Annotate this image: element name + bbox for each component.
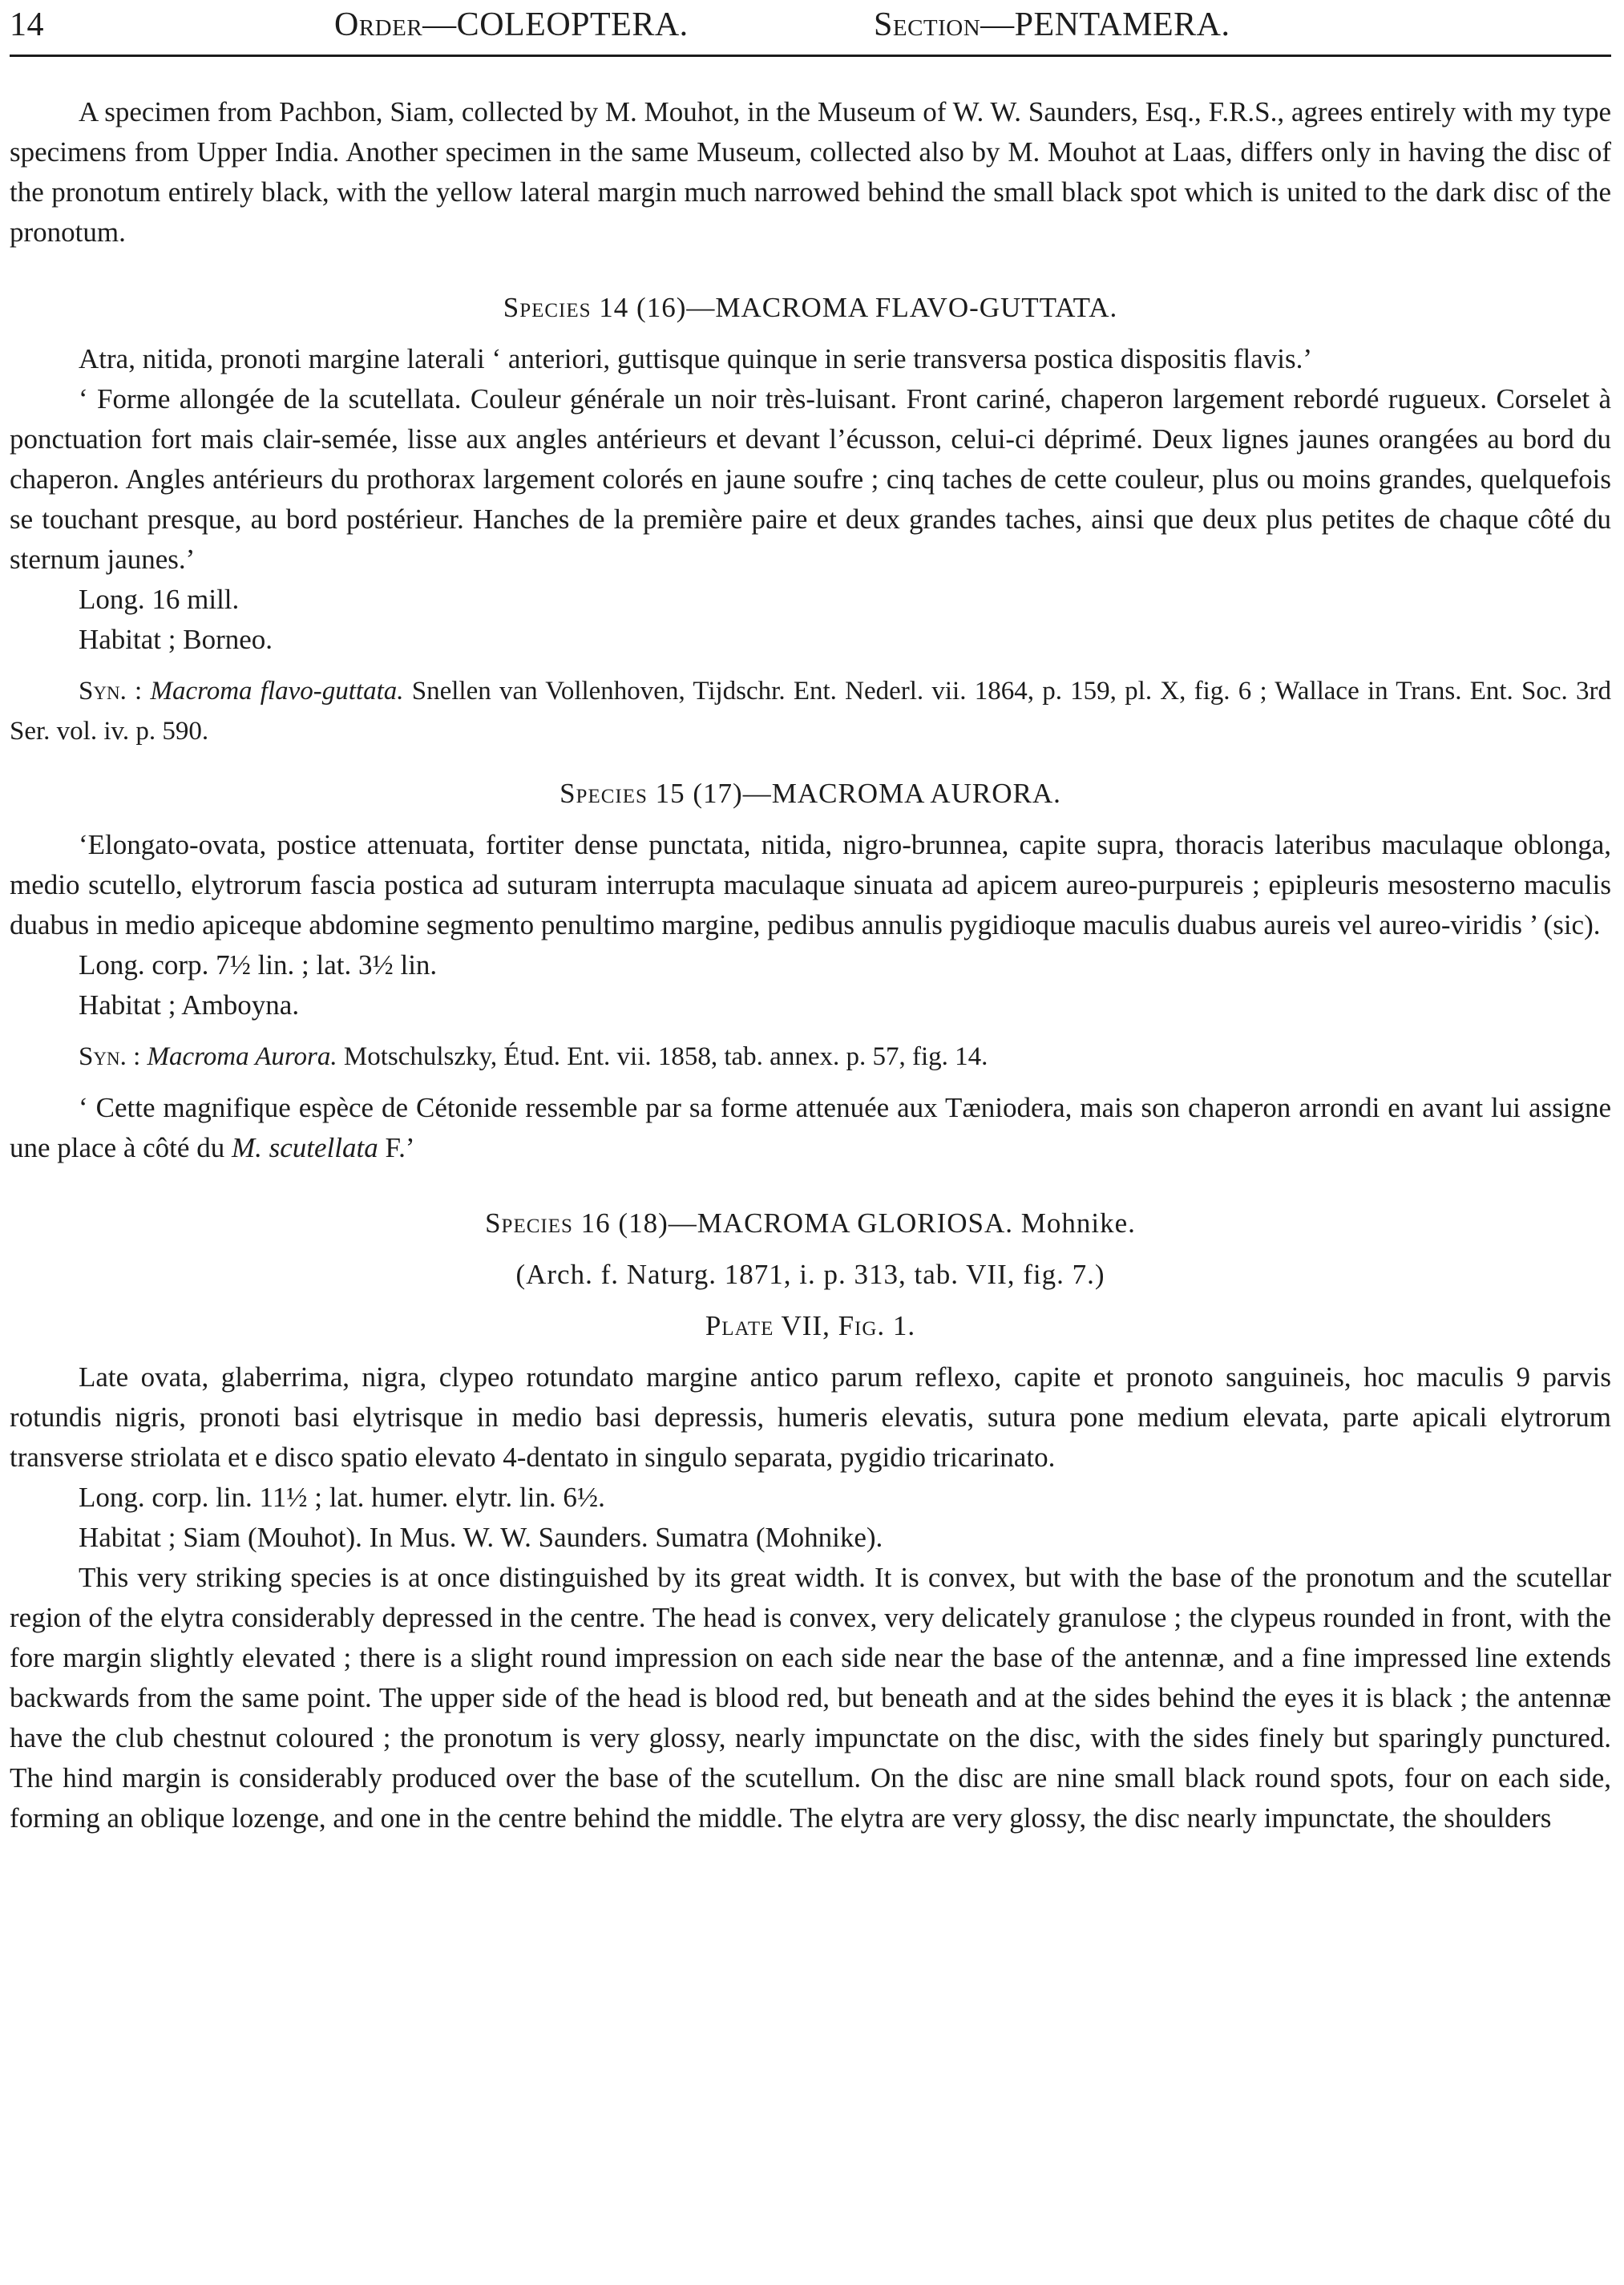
syn-name: Macroma flavo-guttata. — [150, 677, 404, 706]
species-16-latin: Late ovata, glaberrima, nigra, clypeo rotundato margine antico parum reflexo, capite et pronoto sanguineis, hoc maculis 9 parvis rotundis nigris, pronoti basi elytrisque in medio basi depressis, humeris elevatis, sutura pone medium elevata, parte apicali elytrorum transverse striolata et e disco spatio elevato 4-dentato in singulo separata, pygidio tricarinato. — [10, 1361, 1611, 1473]
header-rule — [10, 55, 1611, 57]
species-16-plate: Plate VII, Fig. 1. — [705, 1310, 916, 1341]
species-15-long: Long. corp. 7½ lin. ; lat. 3½ lin. — [79, 949, 438, 981]
page-number: 14 — [10, 6, 44, 43]
species-14-habitat: Habitat ; Borneo. — [79, 624, 273, 655]
species-14-heading: Species 14 (16)—MACROMA FLAVO-GUTTATA. — [503, 292, 1118, 323]
syn-reference: Motschulszky, Étud. Ent. vii. 1858, tab. annex. p. 57, fig. 14. — [343, 1042, 988, 1071]
species-14-latin: Atra, nitida, pronoti margine laterali ‘ anteriori, guttisque quinque in serie transversa postica dispositis flavis.’ — [79, 343, 1312, 374]
syn-label: Syn. : — [79, 1042, 141, 1071]
species-15-heading: Species 15 (17)—MACROMA AURORA. — [560, 778, 1061, 809]
species-15-habitat: Habitat ; Amboyna. — [79, 989, 300, 1021]
species-16-habitat: Habitat ; Siam (Mouhot). In Mus. W. W. Saunders. Sumatra (Mohnike). — [79, 1522, 883, 1553]
species-16-reference: (Arch. f. Naturg. 1871, i. p. 313, tab. VII, fig. 7.) — [515, 1259, 1105, 1290]
quote-text: ‘ Cette magnifique espèce de Cétonide ressemble par sa forme attenuée aux Tæniodera, mais son chaperon arrondi en avant lui assigne une place à côté du — [10, 1092, 1611, 1163]
species-16-heading: Species 16 (18)—MACROMA GLORIOSA. — [485, 1207, 1013, 1239]
syn-name: Macroma Aurora. — [147, 1042, 337, 1071]
order-title: Order—COLEOPTERA. — [334, 6, 689, 43]
quote-text-end: F.’ — [378, 1132, 415, 1163]
page-body — [10, 92, 1611, 1838]
species-16-author: Mohnike. — [1020, 1207, 1136, 1239]
running-head — [10, 5, 1611, 45]
species-16-heading-line — [10, 1203, 1611, 1244]
species-15-latin: ‘Elongato-ovata, postice attenuata, fortiter dense punctata, nitida, nigro-brunnea, capite supra, thoracis lateribus maculaque oblonga, medio scutello, elytrorum fascia postica ad suturam interrupta maculaque sinuata ad apicem aureo-purpureis ; epipleuris mesosterno maculis duabus in medio apiceque abdomine segmento penultimo margine, pedibus annulis pygidioque maculis duabus aureis vel aureo-viridis ’ (sic). — [10, 829, 1611, 940]
section-title: Section—PENTAMERA. — [874, 6, 1230, 43]
species-15-synonymy — [10, 1037, 1611, 1077]
quote-species-name: M. scutellata — [231, 1132, 378, 1163]
species-16-long: Long. corp. lin. 11½ ; lat. humer. elytr. lin. 6½. — [79, 1482, 605, 1513]
species-15-quote — [10, 1088, 1611, 1168]
species-14-synonymy — [10, 671, 1611, 751]
syn-reference: Snellen van Vollenhoven, Tijdschr. Ent. Nederl. vii. 1864, p. 159, pl. X, fig. 6 ; Wallace in Trans. Ent. Soc. 3rd Ser. vol. iv. p. 590. — [10, 677, 1611, 746]
species-14-long: Long. 16 mill. — [79, 584, 240, 615]
species-16-description: This very striking species is at once distinguished by its great width. It is convex, but with the base of the pronotum and the scutellar region of the elytra considerably depressed in the centre. The head is convex, very delicately granulose ; the clypeus rounded in front, with the fore margin slightly elevated ; there is a slight round impression on each side near the base of the antennæ, and a fine impressed line extends backwards from the same point. The upper side of the head is blood red, but beneath and at the sides behind the eyes it is black ; the antennæ have the club chestnut coloured ; the pronotum is very glossy, nearly impunctate on the disc, with the sides finely but sparingly punctured. The hind margin is considerably produced over the base of the scutellum. On the disc are nine small black round spots, four on each side, forming an oblique lozenge, and one in the centre behind the middle. The elytra are very glossy, the disc nearly impunctate, the shoulders — [10, 1562, 1611, 1834]
syn-label: Syn. : — [79, 677, 143, 706]
species-14-french: ‘ Forme allongée de la scutellata. Couleur générale un noir très-luisant. Front cariné, chaperon largement rebordé rugueux. Corselet à ponctuation fort mais clair-semée, lisse aux angles antérieurs et devant l’écusson, celui-ci déprimé. Deux lignes jaunes orangées au bord du chaperon. Angles antérieurs du prothorax largement colorés en jaune soufre ; cinq taches de cette couleur, plus ou moins grandes, quelquefois se touchant presque, au bord postérieur. Hanches de la première paire et deux grandes taches, ainsi que deux plus petites de chaque côté du sternum jaunes.’ — [10, 383, 1611, 575]
intro-paragraph: A specimen from Pachbon, Siam, collected by M. Mouhot, in the Museum of W. W. Saunders, Esq., F.R.S., agrees entirely with my type specimens from Upper India. Another specimen in the same Museum, collected also by M. Mouhot at Laas, differs only in having the disc of the pronotum entirely black, with the yellow lateral margin much narrowed behind the small black spot which is united to the dark disc of the pronotum. — [10, 96, 1611, 248]
